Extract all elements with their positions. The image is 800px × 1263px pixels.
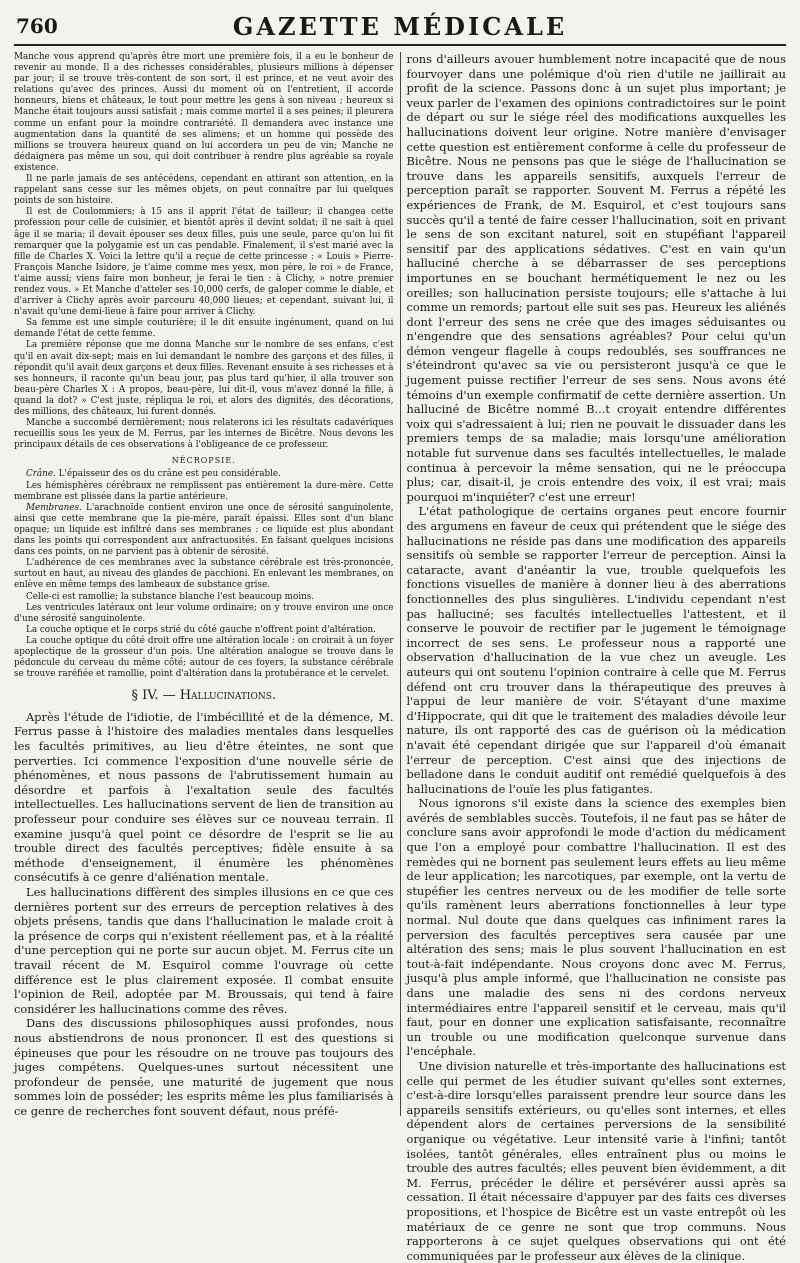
paragraph: Il ne parle jamais de ses antécédens, cependant en attirant son attention, en la rappelant sans cesse sur les mêmes objets, on peut connaître par lui quelques points de son histoire. (14, 174, 394, 207)
paragraph: Nous ignorons s'il existe dans la science des exemples bien avérés de semblables succès. Toutefois, il ne faut pas se hâter de conclure sans avoir approfondi le mode d'action du médicament que l'on a employé pour combattre l'hallucination. Il est des remèdes qui ne bornent pas seulement leurs effets au lieu même de leur application; les narcotiques, par exemple, ont la vertu de stupéfier les centres nerveux ou de les modifier de telle sorte qu'ils ramènent leurs aberrations fonctionnelles à leur type normal. Nul doute que dans quelques cas infiniment rares la perversion des facultés perceptives sera causée par une altération des sens; mais le plus souvent l'hallucination en est tout-à-fait indépendante. Nous croyons donc avec M. Ferrus, jusqu'à plus ample informé, que l'hallucination ne consiste pas dans une maladie des sens ni des cordons nerveux intermédiaires entre l'appareil sensitif et le cerveau, mais qu'il faut, pour en donner une explication satisfaisante, reconnaître un trouble ou une modification quelconque survenue dans l'encéphale. (406, 796, 786, 1059)
paragraph: Manche a succombé dernièrement; nous relaterons ici les résultats cadavériques recueillis sous les yeux de M. Ferrus, par les internes de Bicêtre. Nous devons les principaux détails de ces observations à l'obligeance de ce professeur. (14, 418, 394, 451)
necropsie-heading: NÉCROPSIE. (171, 456, 236, 466)
paragraph: Les ventricules latéraux ont leur volume ordinaire; on y trouve environ une once d'une sérosité sanguinolente. (14, 602, 394, 624)
page-header (14, 8, 786, 46)
paragraph: L'adhérence de ces membranes avec la substance cérébrale est très-prononcée, surtout en haut, au niveau des glandes de pacchioni. En enlevant les membranes, on enlève en même temps des lambeaux de substance grise. (14, 558, 394, 591)
paragraph: La couche optique et le corps strié du côté gauche n'offrent point d'altération. (26, 624, 376, 635)
paragraph: rons d'ailleurs avouer humblement notre incapacité que de nous fourvoyer dans une polémique d'où rien d'utile ne jaillirait au profit de la science. Passons donc à un sujet plus important; je veux parler de l'examen des opinions contradictoires sur le point de départ ou sur le siége réel des modifications auxquelles les hallucinations doivent leur origine. Notre manière d'envisager cette question est entièrement conforme à celle du professeur de Bicêtre. Nous ne pensons pas que le siége de l'hallucination se trouve dans les appareils sensitifs, auxquels l'erreur de perception paraît se rapporter. Souvent M. Ferrus a répété les expériences de Frank, de M. Esquirol, et c'est toujours sans succès qu'il a tenté de faire cesser l'hallucination, soit en privant le sens de son excitant naturel, soit en stupéfiant l'appareil sensitif par des applications sédatives. C'est en vain qu'un halluciné cherche à se débarrasser de ses perceptions importunes en se bouchant hermétiquement le nez ou les oreilles; son hallucination persiste toujours; elle s'attache à lui comme un remords; partout elle suit ses pas. Heureux les aliénés dont l'erreur des sens ne crée que des images séduisantes ou n'engendre que des sensations agréables? Pour celui qu'un démon vengeur flagelle à coups redoublés, ses souffrances ne s'éteindront qu'avec sa vie ou persisteront jusqu'à ce que le jugement puisse rectifier l'erreur de ses sens. Nous avons été témoins d'un exemple confirmatif de cette dernière assertion. Un halluciné de Bicêtre nommé B...t croyait entendre différentes voix qui s'adressaient à lui; rien ne pouvait le dissuader dans les premiers temps de sa maladie; mais lorsqu'une amélioration notable fut survenue dans ses facultés intellectuelles, le malade continua à percevoir la même sensation, qui ne le préoccupa plus; car, disait-il, je crois entendre des voix, il est vrai; mais pourquoi m'inquiéter? c'est une erreur! (406, 52, 786, 504)
paragraph: Après l'étude de l'idiotie, de l'imbécillité et de la démence, M. Ferrus passe à l'histoire des maladies mentales dans lesquelles les facultés primitives, au lieu d'être éteintes, ne sont que perverties. Ici commence l'exposition d'une nouvelle série de phénomènes, et nous passons de l'abrutissement humain au désordre et parfois à l'exaltation seule des facultés intellectuelles. Les hallucinations servent de lien de transition au professeur pour conduire ses élèves sur ce nouveau terrain. Il examine jusqu'à quel point ce désordre de l'esprit se lie au trouble direct des facultés perceptives; fidèle ensuite à sa méthode d'enseignement, il énumère les phénomènes consécutifs à ce genre d'aliénation mentale. (14, 709, 394, 885)
paragraph-body: L'arachnoïde contient environ une once de sérosité sanguinolente, ainsi que cette membrane que la pie-mère, paraît épaissi. Elles sont d'un blanc opaque; un liquide est infiltré dans ses membranes : ce liquide est plus abondant dans les points qui correspondent aux anfractuosités. En faisant quelques incisions dans ces points, on ne parvient pas à obtenir de sérosité. (14, 502, 394, 558)
paragraph: Il est de Coulommiers; à 15 ans il apprit l'état de tailleur; il changea cette profession pour celle de cuisinier, et bientôt après il devint soldat; il ne sait à quel âge il se maria; il devait épouser ses deux filles, puis une seule, parce qu'on lui fit remarquer que la polygamie est un cas pendable. Finalement, il s'est marié avec la fille de Charles X. Voici la lettre qu'il a reçue de cette princesse : « Louis » Pierre-François Manche Isidore, je t'aime comme mes yeux, mon père, le roi » de France, t'aime aussi; viens faire mon bonheur, je ferai le tien : à Clichy, » notre premier rendez vous. » Et Manche d'atteler ses 10,000 cerfs, de galoper comme le diable, et d'arriver à Clichy après avoir parcouru 40,000 lieues; et cependant, suivant lui, il n'avait qu'une demi-lieue à faire pour arriver à Clichy. (14, 207, 394, 318)
case-text (14, 52, 394, 680)
paragraph (14, 469, 394, 480)
paragraph: Dans des discussions philosophiques aussi profondes, nous nous abstiendrons de nous prononcer. Il est des questions si épineuses que pour les résoudre on ne trouve pas toujours des juges compétens. Quelques-unes surtout nécessitent une profondeur de pensée, une maturité de jugement que nous sommes loin de posséder; les esprits même les plus familiarisés à ce genre de recherches font souvent défaut, nous préfé- (14, 1016, 394, 1118)
text-columns (14, 52, 786, 1263)
paragraph: L'état pathologique de certains organes peut encore fournir des argumens en faveur de ceux qui prétendent que le siége des hallucinations ne réside pas dans une modification des appareils sensitifs où semble se rapporter l'erreur de perception. Ainsi la cataracte, avant d'anéantir la vue, trouble quelquefois les fonctions visuelles de manière à donner lieu à des aberrations fonctionnelles des plus singulières. L'individu cependant n'est pas halluciné; ses facultés intellectuelles l'attestent, et il conserve le pouvoir de rectifier par le jugement le témoignage incorrect de ses sens. Le professeur nous a rapporté une observation d'hallucination de la vue chez un aveugle. Les auteurs qui ont soutenu l'opinion contraire à celle que M. Ferrus défend ont cru trouver dans la thérapeutique des preuves à l'appui de leur manière de voir. S'étayant d'une maxime d'Hippocrate, qui dit que le traitement des maladies dévoile leur nature, ils ont rapporté des cas de guérison où la médication n'avait été cependant dirigée que sur l'appareil d'où émanait l'erreur de perception. C'est ainsi que des injections de belladone dans le conduit auditif ont remédié quelquefois à des hallucinations de l'ouïe les plus fatigantes. (406, 504, 786, 796)
hallucinations-text (14, 710, 394, 1119)
journal-title: GAZETTE MÉDICALE (232, 12, 568, 41)
paragraph: Les hallucinations diffèrent des simples illusions en ce que ces dernières portent sur des erreurs de perception relatives à des objets présens, tandis que dans l'hallucination le malade croit à la présence de corps qui n'existent réellement pas, et à la réalité d'une perception qui ne porte sur aucun objet. M. Ferrus cite un travail récent de M. Esquirol comme l'ouvrage où cette différence est le plus clairement exposée. Il combat ensuite l'opinion de Reil, adoptée par M. Broussais, qui tend à faire considérer les hallucinations comme des rêves. (14, 884, 394, 1016)
paragraph: Les hémisphères cérébraux ne remplissent pas entièrement la dure-mère. Cette membrane est plissée dans la partie antérieure. (14, 480, 394, 502)
paragraph (14, 503, 394, 558)
paragraph: Manche vous apprend qu'après être mort une première fois, il a eu le bonheur de revenir au monde. Il a des richesses considérables, plusieurs millions à dépenser par jour; il se trouve très-content de son sort, il est prince, et ne veut avoir des relations qu'avec des princes. Aussi du moment où on l'entretient, il accorde honneurs, biens et châteaux, le tout pour mettre les gens à son niveau ; heureux si Manche était toujours aussi satisfait ; mais comme mortel il a ses peines; il pleurera comme un enfant pour la moindre contrariété. Il demandera avec instance une augmentation dans la quantité de ses alimens; et un homme qui possède des millions se trouvera heureux quand on lui accordera un peu de vin; Manche ne dédaignera pas même un sou, qui doit contribuer à rendre plus agréable sa royale existence. (14, 52, 394, 173)
page-number: 760 (16, 14, 58, 38)
paragraph: Une division naturelle et très-importante des hallucinations est celle qui permet de les étudier suivant qu'elles sont externes, c'est-à-dire lorsqu'elles paraissent prendre leur source dans les appareils sensitifs extérieurs, ou qu'elles sont internes, et elles dépendent alors de certaines perversions de la sensibilité organique ou végétative. Leur intensité varie à l'infini; tantôt isolées, tantôt générales, elles entraînent plus ou moins le trouble des autres facultés; elles peuvent bien évidemment, a dit M. Ferrus, précéder le délire et persévérer aussi après sa cessation. Il était nécessaire d'appuyer par des faits ces diverses propositions, et l'hospice de Bicêtre est un vaste entrepôt où les matériaux de ce genre ne sont que trop communs. Nous rapporterons à ce sujet quelques observations qui ont été communiquées par le professeur aux élèves de la clinique. (406, 1058, 786, 1263)
left-column (14, 52, 400, 1116)
paragraph: Sa femme est une simple couturière; il le dit ensuite ingénument, quand on lui demande l'état de cette femme. (14, 318, 394, 340)
section-title: § IV. — Hallucinations. (131, 688, 277, 704)
paragraph: La couche optique du côté droit offre une altération locale : on croirait à un foyer apoplectique de la grosseur d'un pois. Une altération analogue se trouve dans le pédoncule du cerveau du même côté; autour de ces foyers, la substance cérébrale se trouve raréfiée et ramollie, point d'altération dans la protubérance et le cervelet. (14, 635, 394, 680)
right-column (400, 52, 787, 1263)
paragraph-lead: Crâne. (26, 469, 56, 480)
paragraph-lead: Membranes. (26, 502, 82, 513)
paragraph: La première réponse que me donna Manche sur le nombre de ses enfans, c'est qu'il en avait dix-sept; mais en lui demandant le nombre des garçons et des filles, il répondit qu'il avait deux garçons et deux filles. Revenant ensuite à ses richesses et à ses honneurs, il raconte qu'un beau jour, pas plus tard qu'hier, il alla trouver son beau-père Charles X : A propos, beau-père, lui dit-il, vous m'avez donné la fille, à quand la dot? » C'est juste, répliqua le roi, et alors des dignités, des décorations, des millions, des châteaux, lui furent donnés. (14, 340, 394, 417)
paragraph: Celle-ci est ramollie; la substance blanche l'est beaucoup moins. (26, 591, 315, 602)
paragraph-body: L'épaisseur des os du crâne est peu considérable. (58, 469, 281, 480)
